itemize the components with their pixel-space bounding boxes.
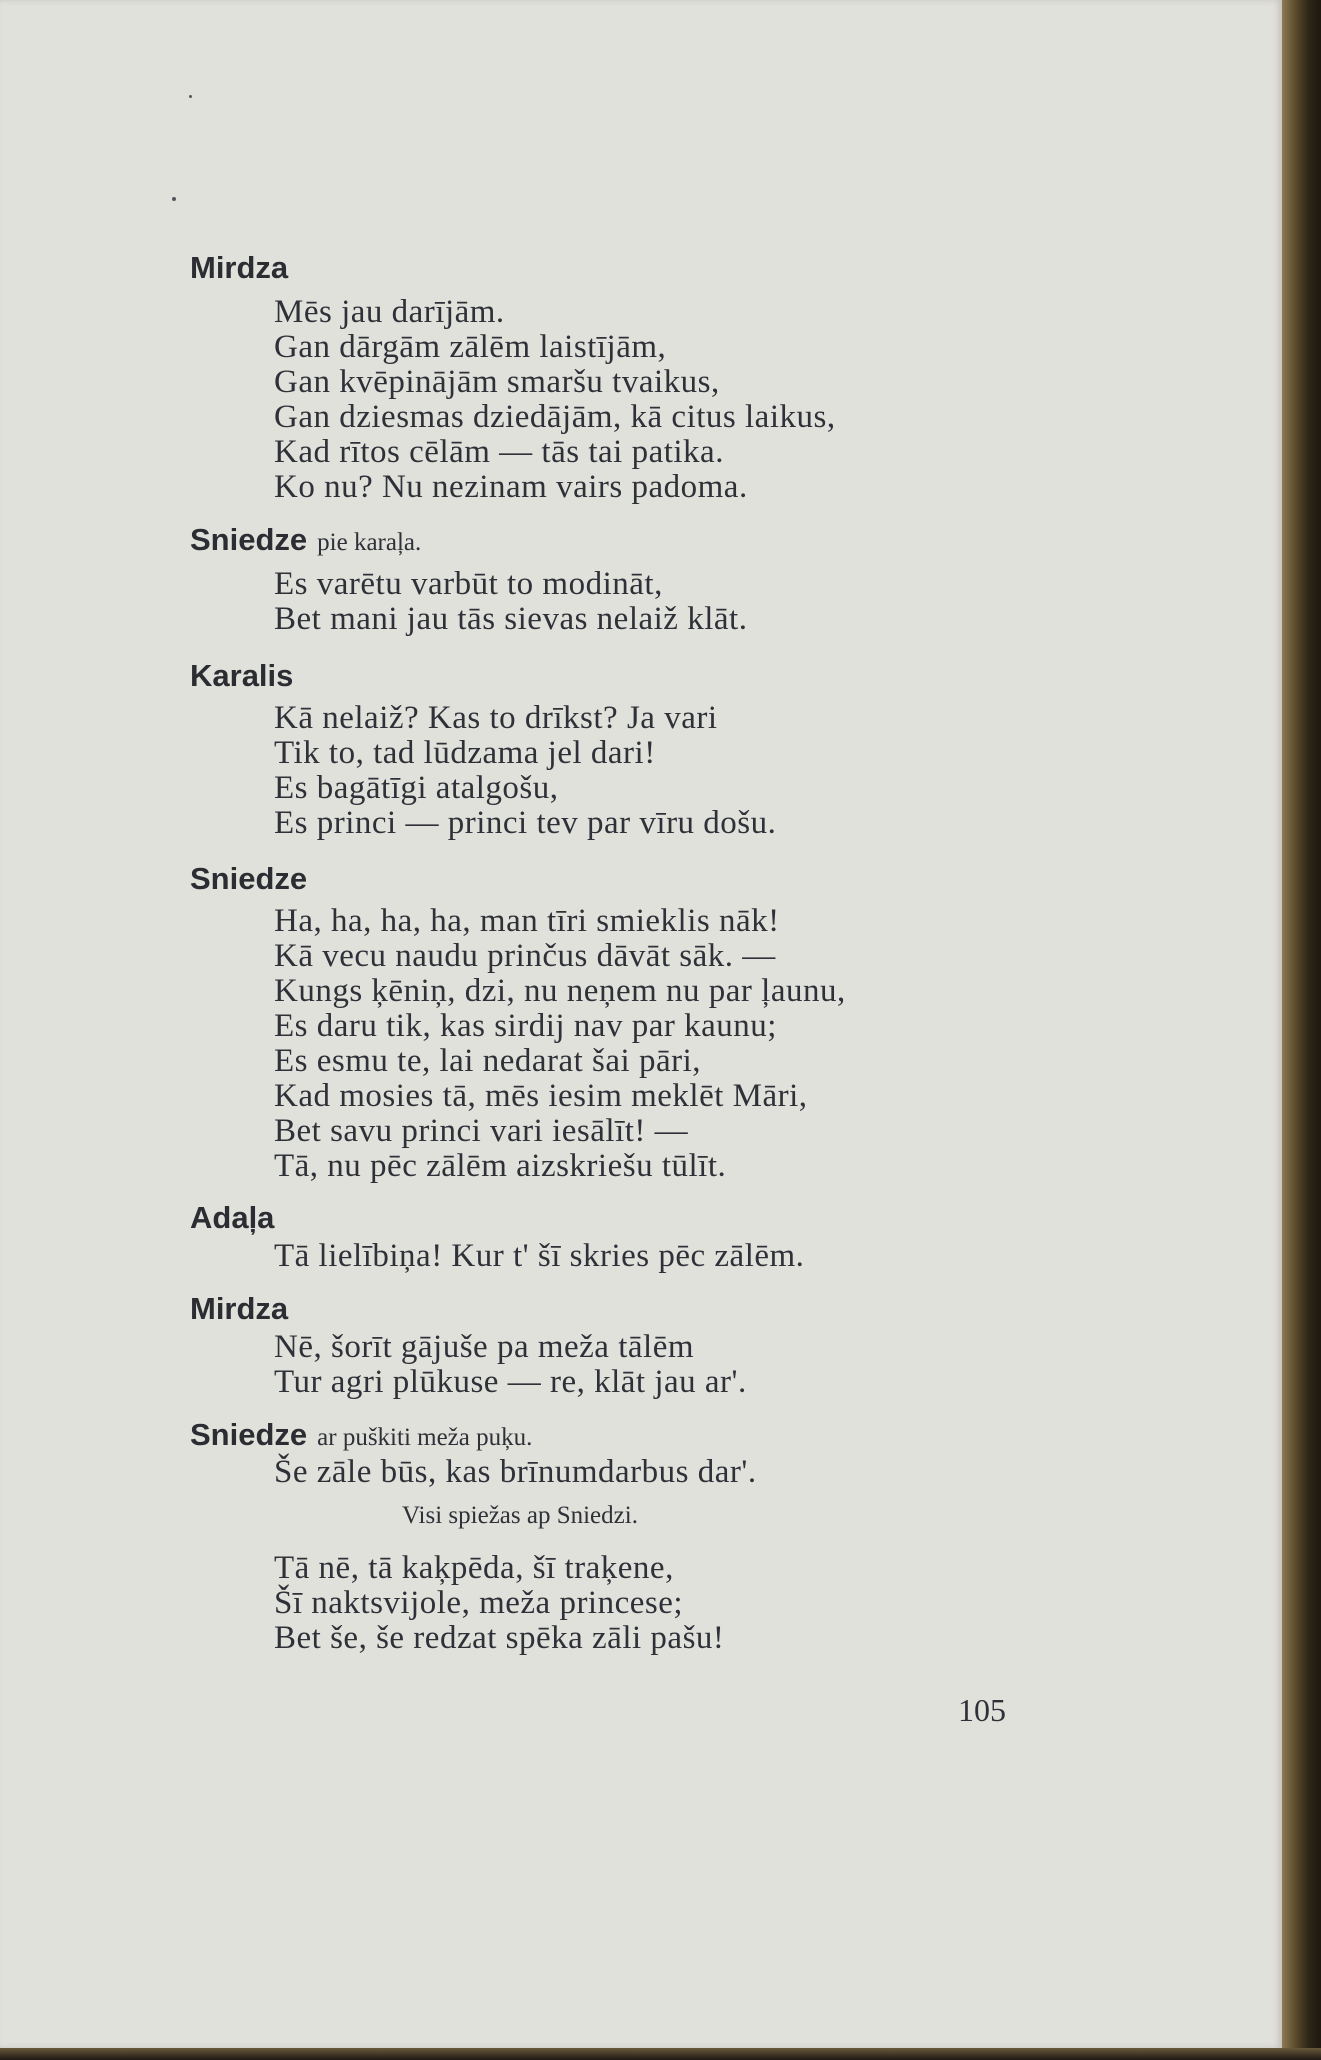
verse-line: Gan dziesmas dziedājām, kā citus laikus, [274, 399, 836, 435]
verse-line: Es varētu varbūt to modināt, [274, 566, 663, 602]
verse-line: Es daru tik, kas sirdij nav par kaunu; [274, 1008, 777, 1044]
verse-line: Ko nu? Nu nezinam vairs padoma. [274, 469, 748, 505]
verse-line: Gan dārgām zālēm laistījām, [274, 329, 667, 365]
verse-line: Še zāle būs, kas brīnumdarbus dar'. [274, 1454, 757, 1490]
verse-line: Gan kvēpinājām smaršu tvaikus, [274, 364, 720, 400]
paper-speck [189, 95, 192, 98]
verse-line: Mēs jau darījām. [274, 294, 505, 330]
verse-line: Es bagātīgi atalgošu, [274, 770, 559, 806]
verse-line: Kad rītos cēlām — tās tai patika. [274, 434, 724, 470]
verse-line: Kā nelaiž? Kas to drīkst? Ja vari [274, 700, 718, 736]
verse-line: Bet mani jau tās sievas nelaiž klāt. [274, 601, 748, 637]
verse-line: Kungs ķēniņ, dzi, nu neņem nu par ļaunu, [274, 973, 846, 1009]
verse-line: Tā, nu pēc zālēm aizskriešu tūlīt. [274, 1148, 727, 1184]
verse-line: Bet savu princi vari iesālīt! — [274, 1113, 689, 1149]
verse-line: Bet še, še redzat spēka zāli pašu! [274, 1620, 725, 1656]
speaker-name: Sniedze ar puškiti meža puķu. [190, 1417, 533, 1452]
speaker-name: Adaļa [190, 1200, 275, 1235]
verse-line: Tā lielībiņa! Kur t' šī skries pēc zālēm. [274, 1238, 805, 1274]
verse-line: Es esmu te, lai nedarat šai pāri, [274, 1043, 702, 1079]
stage-direction: ar puškiti meža puķu. [317, 1424, 533, 1451]
speaker-name: Mirdza [190, 1291, 289, 1326]
verse-line: Es princi — princi tev par vīru došu. [274, 805, 777, 841]
verse-line: Kā vecu naudu prinčus dāvāt sāk. — [274, 938, 776, 974]
verse-line: Kad mosies tā, mēs iesim meklēt Māri, [274, 1078, 808, 1114]
speaker-name: Mirdza [190, 250, 289, 285]
book-spine-edge [1282, 0, 1321, 2060]
paper-speck [172, 197, 176, 201]
speaker-name: Sniedze pie karaļa. [190, 522, 422, 557]
stage-direction: pie karaļa. [317, 529, 422, 556]
page-number: 105 [958, 1692, 1006, 1728]
page-bottom-edge [0, 2048, 1321, 2060]
verse-line: Nē, šorīt gājuše pa meža tālēm [274, 1329, 695, 1365]
verse-line: Šī naktsvijole, meža princese; [274, 1585, 684, 1621]
verse-line: Tik to, tad lūdzama jel dari! [274, 735, 656, 771]
speaker-name: Sniedze [190, 861, 308, 896]
verse-line: Ha, ha, ha, ha, man tīri smieklis nāk! [274, 903, 780, 939]
verse-line: Tā nē, tā kaķpēda, šī traķene, [274, 1550, 674, 1586]
speaker-name: Karalis [190, 658, 294, 693]
stage-direction: Visi spiežas ap Sniedzi. [402, 1502, 638, 1529]
verse-line: Tur agri plūkuse — re, klāt jau ar'. [274, 1364, 747, 1400]
